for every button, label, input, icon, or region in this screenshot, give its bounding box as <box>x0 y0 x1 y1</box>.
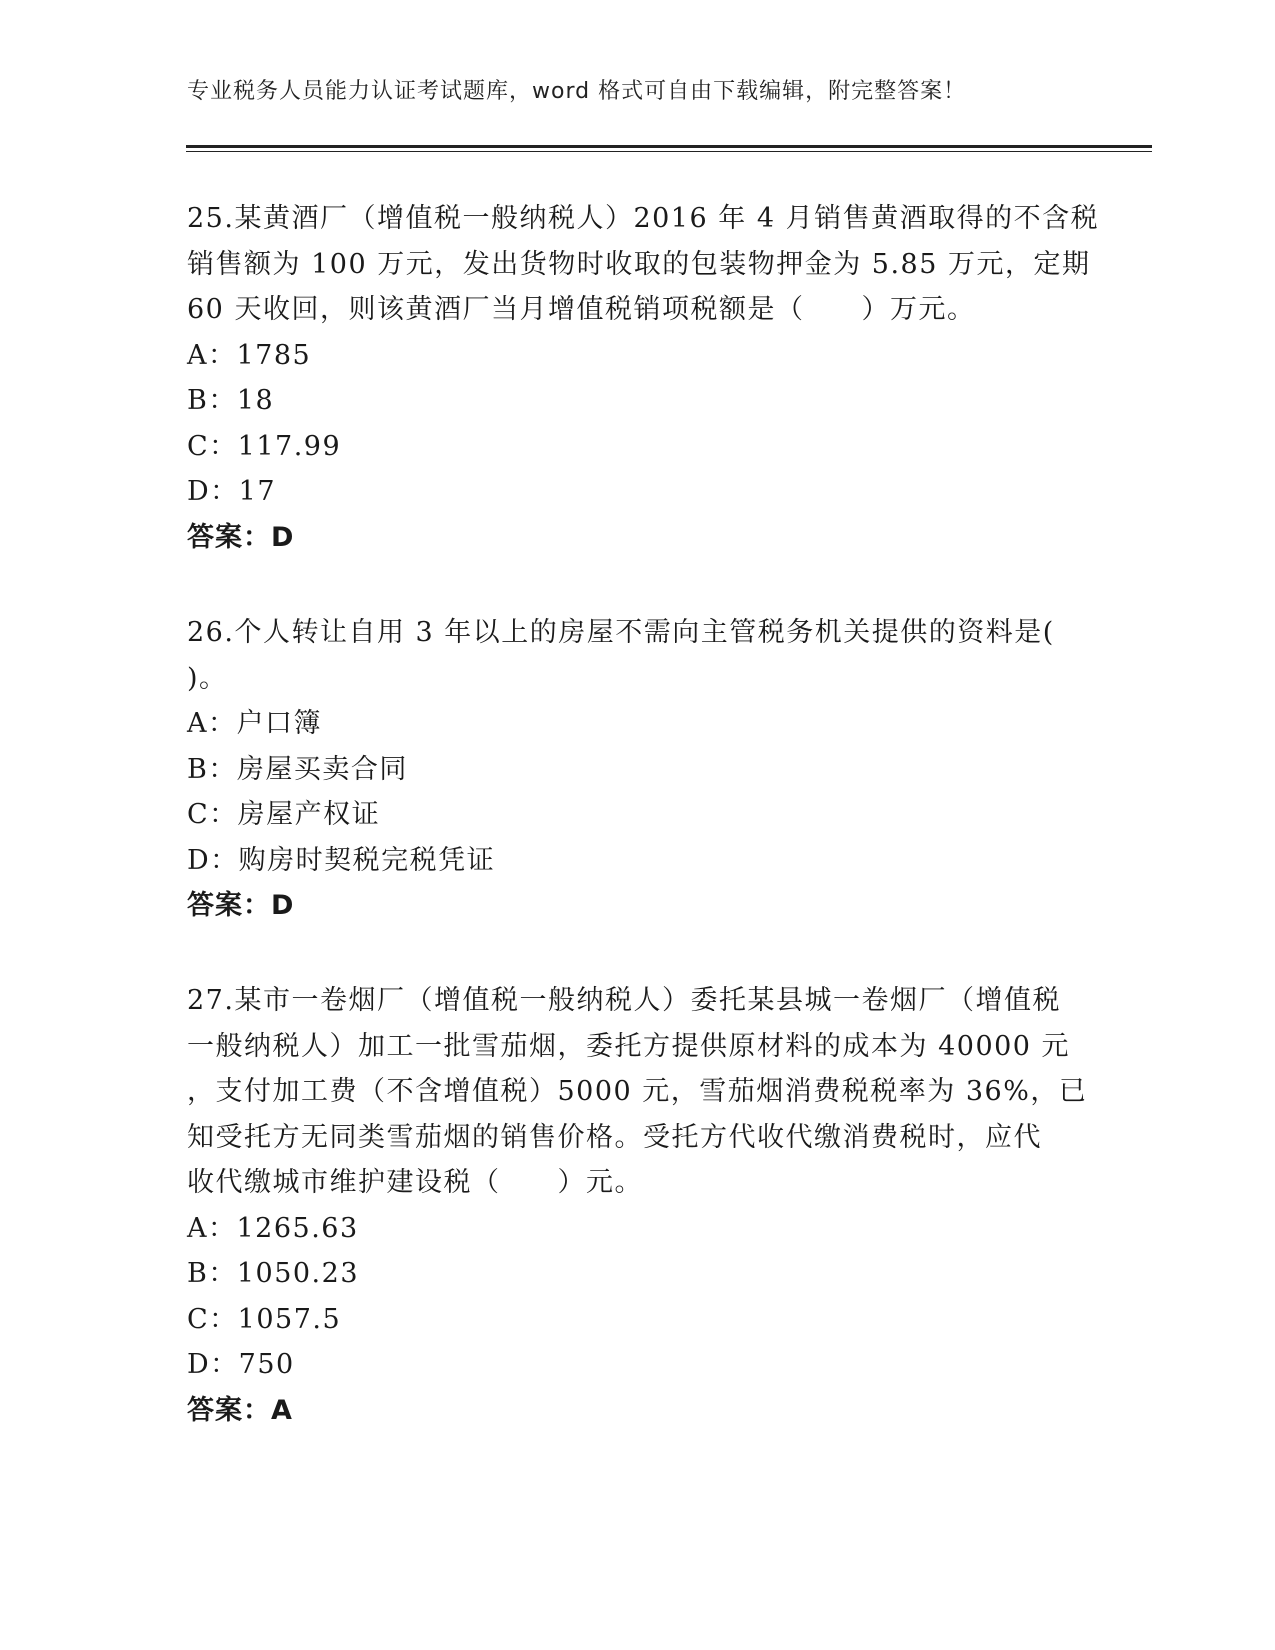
question-stem <box>187 978 1087 1206</box>
question-stem-line: 收代缴城市维护建设税（ ）元。 <box>187 1167 643 1198</box>
question-stem-line: ，支付加工费（不含增值税）5000 元，雪茄烟消费税税率为 36%，已 <box>187 1076 1088 1107</box>
question-27 <box>187 978 1087 1433</box>
option-a: A：1785 <box>187 339 312 371</box>
header-rule <box>186 145 1152 148</box>
question-stem-line: 26.个人转让自用 3 年以上的房屋不需向主管税务机关提供的资料是( <box>187 617 1055 648</box>
option-b: B：房屋买卖合同 <box>187 753 408 785</box>
option-d: D：17 <box>187 476 277 507</box>
option-b: B：18 <box>187 385 275 416</box>
question-stem-line: 25.某黄酒厂（增值税一般纳税人）2016 年 4 月销售黄酒取得的不含税 <box>187 203 1100 234</box>
question-stem-line: 知受托方无同类雪茄烟的销售价格。受托方代收代缴消费税时，应代 <box>187 1121 1042 1153</box>
question-stem <box>187 196 1100 333</box>
page-header: 专业税务人员能力认证考试题库，word 格式可自由下载编辑，附完整答案！ <box>187 79 967 104</box>
option-a: A：户口簿 <box>187 708 322 739</box>
answer: 答案：D <box>187 890 295 921</box>
option-d: D：750 <box>187 1349 295 1380</box>
question-26 <box>187 610 1087 929</box>
option-d: D：购房时契税完税凭证 <box>187 844 496 876</box>
header-rule-thin <box>186 151 1152 152</box>
question-stem-line: 一般纳税人）加工一批雪茄烟，委托方提供原材料的成本为 40000 元 <box>187 1030 1071 1062</box>
option-c: C：117.99 <box>187 430 342 462</box>
question-stem-line: 销售额为 100 万元，发出货物时收取的包装物押金为 5.85 万元，定期 <box>187 248 1091 280</box>
option-a: A：1265.63 <box>187 1212 359 1244</box>
option-b: B：1050.23 <box>187 1258 359 1289</box>
option-c: C：1057.5 <box>187 1303 342 1335</box>
option-c: C：房屋产权证 <box>187 799 381 830</box>
answer: 答案：A <box>187 1394 293 1426</box>
question-stem-line: )。 <box>187 662 228 694</box>
answer: 答案：D <box>187 521 295 553</box>
question-stem <box>187 610 1087 701</box>
question-stem-line: 27.某市一卷烟厂（增值税一般纳税人）委托某县城一卷烟厂（增值税 <box>187 985 1061 1016</box>
question-25 <box>187 196 1100 560</box>
question-stem-line: 60 天收回，则该黄酒厂当月增值税销项税额是（ ）万元。 <box>187 294 976 325</box>
